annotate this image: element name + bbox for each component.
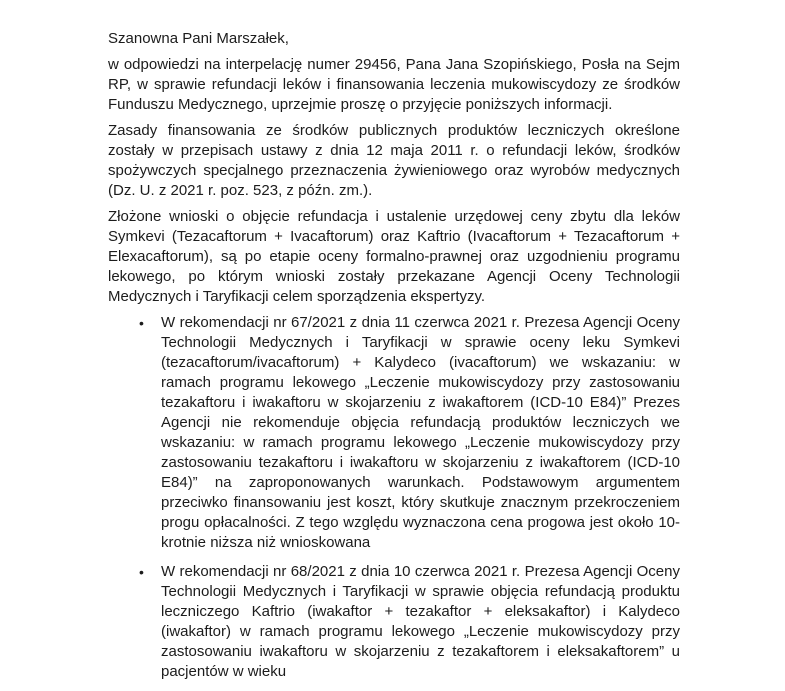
list-item-text: W rekomendacji nr 68/2021 z dnia 10 czerwca 2021 r. Prezesa Agencji Oceny Technologii Medycznych i Taryfikacji w sprawie objęcia refundacją produktu leczniczego Kaftrio (iwakaftor + tezakaftor + eleksakaftor) i Kalydeco (iwakaftor) w ramach programu lekowego „Leczenie mukowiscydozy przy zastosowaniu iwakaftoru w skojarzeniu z tezakaftorem i eleksakaftorem” u pacjentów w wieku [161,563,680,680]
paragraph-interpellation-intro: w odpowiedzi na interpelację numer 29456, Pana Jana Szopińskiego, Posła na Sejm RP, w sprawie refundacji leków i finansowania leczenia mukowiscydozy ze środków Funduszu Medycznego, uprzejmie proszę o przyjęcie poniższych informacji. [108,56,680,113]
paragraph-legal-basis: Zasady finansowania ze środków publicznych produktów leczniczych określone zostały w przepisach ustawy z dnia 12 maja 2011 r. o refundacji leków, środków spożywczych specjalnego przeznaczenia żywieniowego oraz wyrobów medycznych (Dz. U. z 2021 r. poz. 523, z późn. zm.). [108,122,680,199]
bullet-icon: • [139,564,144,580]
salutation: Szanowna Pani Marszałek, [108,30,289,47]
paragraph-submitted-applications: Złożone wnioski o objęcie refundacja i ustalenie urzędowej ceny zbytu dla leków Symkevi (Tezacaftorum + Ivacaftorum) oraz Kaftrio (Ivacaftorum + Tezacaftorum + Elexacaftorum), są po etapie oceny formalno-prawnej oraz uzgodnieniu programu lekowego, po którym wnioski zostały przekazane Agencji Oceny Technologii Medycznych i Taryfikacji celem sporządzenia ekspertyzy. [108,208,680,305]
bullet-icon: • [139,315,144,331]
list-item-recommendation-68-2021 [108,562,680,682]
recommendations-list [108,313,680,682]
list-item-recommendation-67-2021 [108,313,680,553]
list-item-text: W rekomendacji nr 67/2021 z dnia 11 czerwca 2021 r. Prezesa Agencji Oceny Technologii Medycznych i Taryfikacji w sprawie oceny leku Symkevi (tezacaftorum/ivacaftorum) + Kalydeco (ivacaftorum) we wskazaniu: w ramach programu lekowego „Leczenie mukowiscydozy przy zastosowaniu tezakaftoru i iwakaftoru w skojarzeniu z iwakaftorem (ICD-10 E84)” Prezes Agencji nie rekomenduje objęcia refundacją produktów leczniczych we wskazaniu: w ramach programu lekowego „Leczenie mukowiscydozy przy zastosowaniu tezakaftoru i iwakaftoru w skojarzeniu z iwakaftorem (ICD-10 E84)” na zaproponowanych warunkach. Podstawowym argumentem przeciwko finansowaniu jest koszt, który skutkuje znacznym przekroczeniem progu opłacalności. Z tego względu wyznaczona cena progowa jest około 10-krotnie niższa niż wnioskowana [161,314,680,551]
letter-body [108,29,680,691]
